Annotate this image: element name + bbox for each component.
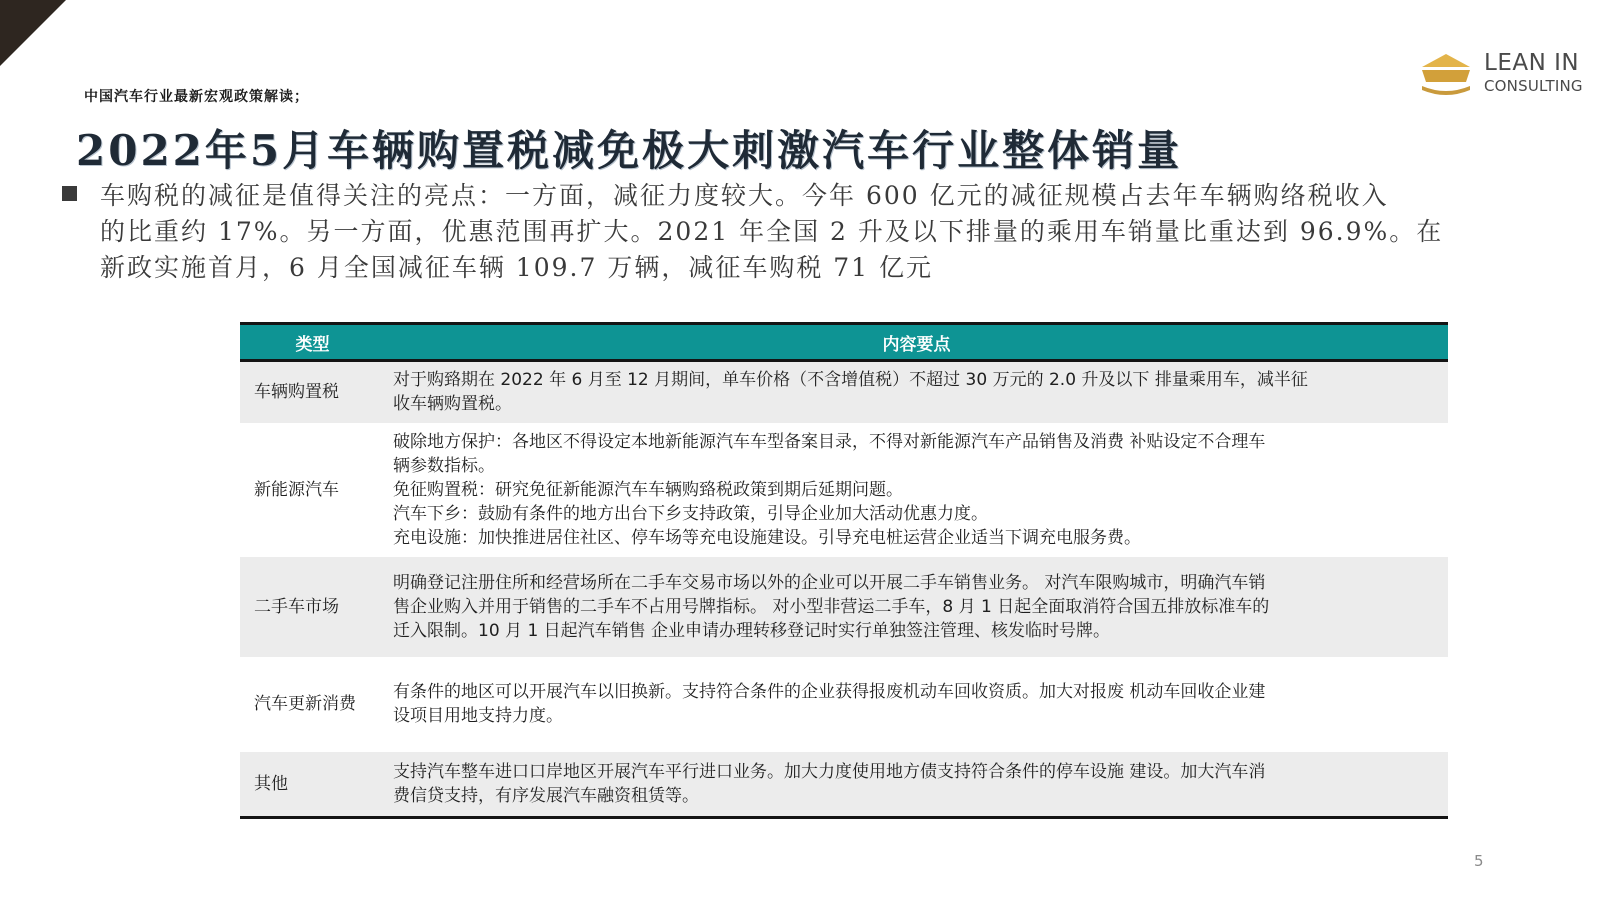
column-header-content: 内容要点: [385, 324, 1448, 361]
content-line: 费信贷支持，有序发展汽车融资租赁等。: [393, 785, 699, 806]
content-line: 支持汽车整车进口口岸地区开展汽车平行进口业务。加大力度使用地方债支持符合条件的停车设施 建设。加大汽车消: [393, 761, 1266, 782]
table-row: [240, 361, 1448, 423]
logo-text-line1: LEAN IN: [1484, 50, 1580, 76]
square-bullet-icon: [62, 186, 77, 201]
content-line: 售企业购入并用于销售的二手车不占用号牌指标。 对小型非营运二手车，8 月 1 日起全面取消符合国五排放标准车的: [393, 596, 1270, 617]
logo-text-line2: CONSULTING: [1484, 77, 1583, 95]
content-line: 设项目用地支持力度。: [393, 706, 563, 726]
summary-line: 的比重约 17%。另一方面，优惠范围再扩大。2021 年全国 2 升及以下排量的乘用车销量比重达到 96.9%。在: [100, 217, 1444, 246]
content-line: 辆参数指标。: [393, 455, 495, 476]
column-header-type: 类型: [240, 324, 385, 361]
row-content-cell: [385, 557, 1448, 657]
row-type-cell: 车辆购置税: [240, 361, 385, 423]
table-row: [240, 557, 1448, 657]
row-type-cell: 二手车市场: [240, 557, 385, 657]
corner-triangle-decoration: [0, 0, 70, 70]
lean-in-consulting-logo: [1418, 50, 1583, 102]
row-content-cell: [385, 361, 1448, 423]
content-line: 收车辆购置税。: [393, 394, 512, 415]
summary-line: 车购税的减征是值得关注的亮点：一方面，减征力度较大。今年 600 亿元的减征规模占去年车辆购络税收入: [100, 181, 1389, 210]
table-header-row: [240, 324, 1448, 361]
row-type-cell: 其他: [240, 752, 385, 818]
row-content-cell: [385, 657, 1448, 752]
row-content-cell: [385, 423, 1448, 557]
summary-line: 新政实施首月，6 月全国减征车辆 109.7 万辆，减征车购税 71 亿元: [100, 253, 934, 282]
content-line: 明确登记注册住所和经营场所在二手车交易市场以外的企业可以开展二手车销售业务。 对汽车限购城市，明确汽车销: [393, 572, 1266, 593]
summary-text: [100, 178, 1552, 286]
table-row: [240, 752, 1448, 818]
content-line: 汽车下乡：鼓励有条件的地方出台下乡支持政策，引导企业加大活动优惠力度。: [393, 503, 988, 524]
page-title: 2022年5月车辆购置税减免极大刺激汽车行业整体销量: [76, 126, 1183, 175]
house-roof-icon: [1418, 52, 1474, 98]
content-line: 对于购臵期在 2022 年 6 月至 12 月期间，单车价格（不含增值税）不超过 30 万元的 2.0 升及以下 排量乘用车，减半征: [393, 370, 1308, 391]
content-line: 充电设施：加快推进居住社区、停车场等充电设施建设。引导充电桩运营企业适当下调充电服务费。: [393, 527, 1141, 548]
content-line: 破除地方保护：各地区不得设定本地新能源汽车车型备案目录，不得对新能源汽车产品销售及消费 补贴设定不合理车: [393, 431, 1266, 452]
page-number: 5: [1474, 852, 1484, 870]
section-subtitle: 中国汽车行业最新宏观政策解读；: [84, 89, 309, 105]
policy-table: [240, 322, 1448, 819]
row-type-cell: 汽车更新消费: [254, 694, 356, 714]
content-line: 免征购置税：研究免征新能源汽车车辆购臵税政策到期后延期问题。: [393, 479, 903, 500]
row-content-cell: [385, 752, 1448, 818]
table-row: [240, 657, 1448, 752]
row-type-cell: 新能源汽车: [254, 479, 339, 500]
table-row: [240, 423, 1448, 557]
content-line: 迁入限制。10 月 1 日起汽车销售 企业申请办理转移登记时实行单独签注管理、核发临时号牌。: [393, 620, 1111, 641]
summary-paragraph: [62, 178, 1552, 286]
content-line: 有条件的地区可以开展汽车以旧换新。支持符合条件的企业获得报废机动车回收资质。加大对报废 机动车回收企业建: [393, 682, 1266, 702]
